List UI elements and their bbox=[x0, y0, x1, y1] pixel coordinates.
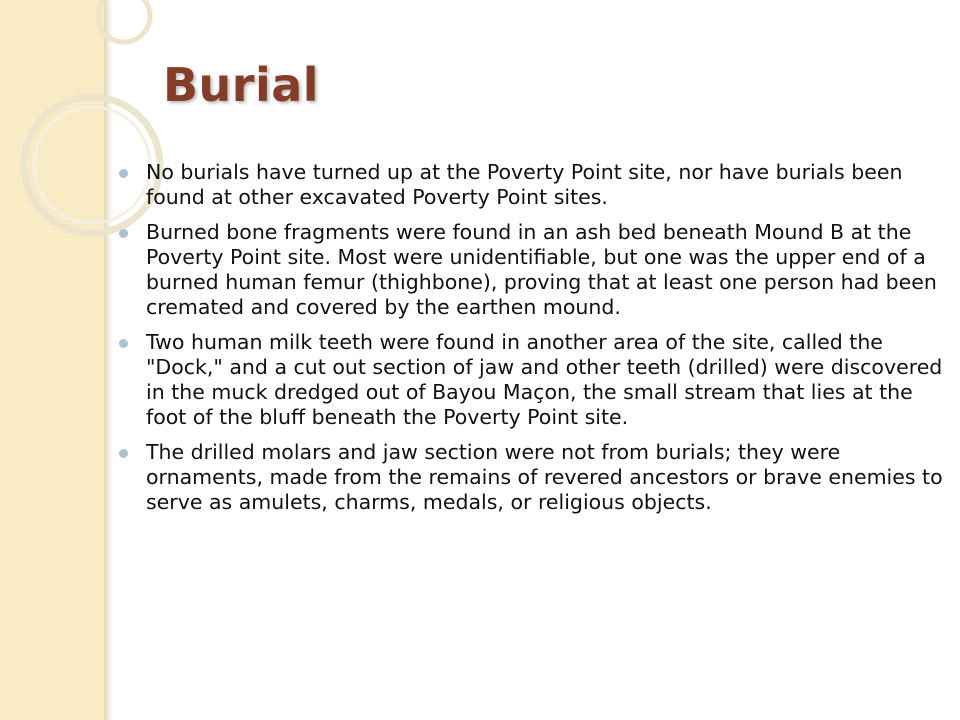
slide-title: Burial bbox=[163, 58, 320, 112]
bullet-text: Two human milk teeth were found in another area of the site, called the "Dock," and a cut out section of jaw and other teeth (drilled) were discovered in the muck dredged out of Bayou Maçon, the small stream that lies at the foot of the bluff beneath the Poverty Point site. bbox=[146, 330, 943, 429]
bullet-item bbox=[116, 440, 954, 515]
bullet-item bbox=[116, 330, 954, 430]
decorative-ring-small bbox=[98, 0, 150, 42]
bullet-text: Burned bone fragments were found in an ash bed beneath Mound B at the Poverty Point site. Most were unidentifiable, but one was the upper end of a burned human femur (thighbone), proving that at least one person had been cremated and covered by the earthen mound. bbox=[146, 220, 937, 319]
bullet-dot-icon bbox=[119, 169, 128, 178]
bullet-dot-icon bbox=[119, 339, 128, 348]
bullet-text: The drilled molars and jaw section were not from burials; they were ornaments, made from the remains of revered ancestors or brave enemies to serve as amulets, charms, medals, or religious objects. bbox=[146, 440, 943, 514]
bullet-text: No burials have turned up at the Poverty Point site, nor have burials been found at other excavated Poverty Point sites. bbox=[146, 160, 903, 209]
bullet-dot-icon bbox=[119, 229, 128, 238]
bullet-item bbox=[116, 160, 954, 210]
bullet-item bbox=[116, 220, 954, 320]
bullet-list bbox=[116, 160, 954, 525]
bullet-dot-icon bbox=[119, 449, 128, 458]
